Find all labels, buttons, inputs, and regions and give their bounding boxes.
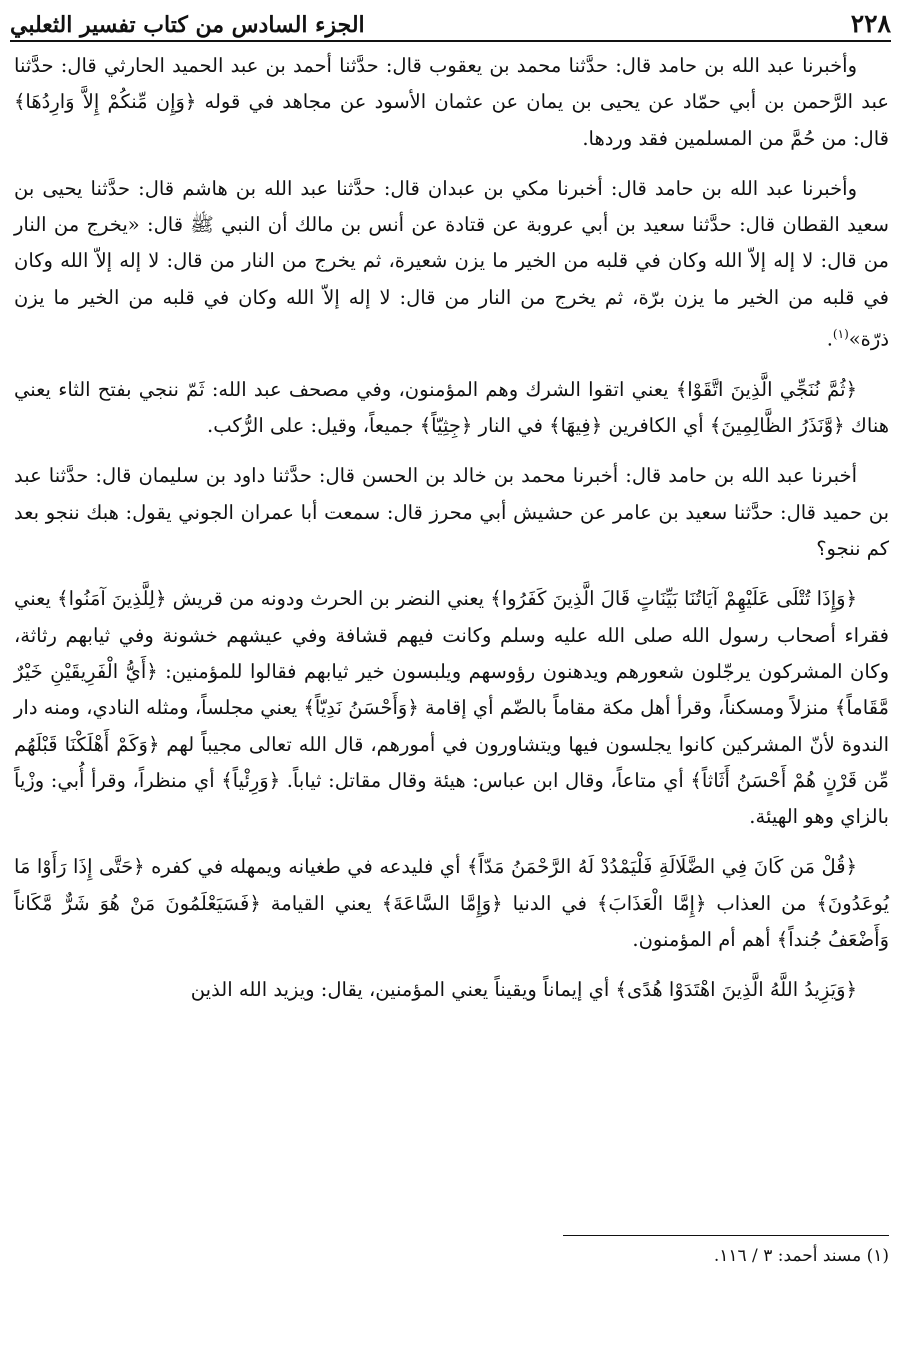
paragraph-2-text: وأخبرنا عبد الله بن حامد قال: أخبرنا مكي بن عبدان قال: حدَّثنا عبد الله بن هاشم قال: حدَّثنا يحيى بن سعيد القطان قال: حدَّثنا سعيد بن أبي عروبة عن قتادة عن أنس بن مالك أن النبي ﷺ قال: «يخرج من النار من قال: لا إله إلاّ الله وكان في قلبه من الخير ما يزن شعيرة، ثم يخرج من النار من قال: لا إله إلاّ الله وكان في قلبه من الخير ما يزن برّة، ثم يخرج من النار من قال: لا إله إلاّ الله وكان في قلبه من الخير ما يزن ذرّة»: [14, 176, 889, 351]
running-title: الجزء السادس من كتاب تفسير الثعلبي: [10, 12, 365, 38]
paragraph-3: ﴿ثُمَّ نُنَجِّي الَّذِينَ اتَّقَوْا﴾ يعني اتقوا الشرك وهم المؤمنون، وفي مصحف عبد الله: ثَمّ ننجي بفتح الثاء يعني هناك ﴿وَّنَذَرُ الظَّالِمِينَ﴾ أي الكافرين ﴿فِيهَا﴾ في النار ﴿جِثِيّاً﴾ جميعاً، وقيل: على الرُّكب.: [14, 377, 889, 438]
paragraph-6: ﴿قُلْ مَن كَانَ فِي الضَّلَالَةِ فَلْيَمْدُدْ لَهُ الرَّحْمَنُ مَدّاً﴾ أي فليدعه في طغيانه ويمهله في كفره ﴿حَتَّى إِذَا رَأَوْا مَا يُوعَدُونَ﴾ من العذاب ﴿إِمَّا الْعَذَابَ﴾ في الدنيا ﴿وَإِمَّا السَّاعَةَ﴾ يعني القيامة ﴿فَسَيَعْلَمُونَ مَنْ هُوَ شَرٌّ مَّكَاناً وَأَضْعَفُ جُنداً﴾ أهم أم المؤمنون.: [14, 855, 889, 952]
page-header: [10, 2, 891, 42]
paragraph-7: ﴿وَيَزِيدُ اللَّهُ الَّذِينَ اهْتَدَوْا هُدًى﴾ أي إيماناً ويقيناً يعني المؤمنين، يقال: ويزيد الله الذين: [190, 978, 857, 1002]
main-text: [14, 48, 889, 1023]
paragraph-1: وأخبرنا عبد الله بن حامد قال: حدَّثنا محمد بن يعقوب قال: حدَّثنا أحمد بن عبد الحميد الحارثي قال: حدَّثنا عبد الرَّحمن بن أبي حمّاد عن يحيى بن يمان عن عثمان الأسود عن مجاهد في قوله ﴿وَإِن مِّنكُمْ إِلاَّ وَارِدُهَا﴾ قال: من حُمَّ من المسلمين فقد وردها.: [14, 54, 889, 150]
footnote: (١) مسند أحمد: ٣ / ١١٦.: [713, 1246, 889, 1266]
paragraph-2: وأخبرنا عبد الله بن حامد قال: أخبرنا مكي بن عبدان قال: حدَّثنا عبد الله بن هاشم قال: حدَّثنا يحيى بن سعيد القطان قال: حدَّثنا سعيد بن أبي عروبة عن قتادة عن أنس بن مالك أن النبي ﷺ قال: «يخرج من النار من قال: لا إله إلاّ الله وكان في قلبه من الخير ما يزن شعيرة، ثم يخرج من النار من قال: لا إله إلاّ الله وكان في قلبه من الخير ما يزن برّة، ثم يخرج من النار من قال: لا إله إلاّ الله وكان في قلبه من الخير ما يزن ذرّة»$^{(١)}$.: [14, 176, 889, 351]
paragraph-4: أخبرنا عبد الله بن حامد قال: أخبرنا محمد بن خالد بن الحسن قال: حدَّثنا داود بن سليمان قال: حدَّثنا عبد بن حميد قال: حدَّثنا سعيد بن عامر عن حشيش أبي محرز قال: سمعت أبا عمران الجوني يقول: هبك ننجو بعد كم ننجو؟: [14, 464, 889, 561]
page-number: ٢٢٨: [850, 9, 891, 38]
footnote-separator: [563, 1235, 889, 1236]
paragraph-5: ﴿وَإِذَا تُتْلَى عَلَيْهِمْ آيَاتُنَا بَيِّنَاتٍ قَالَ الَّذِينَ كَفَرُوا﴾ يعني النضر بن الحرث ودونه من قريش ﴿لِلَّذِينَ آمَنُوا﴾ يعني فقراء أصحاب رسول الله صلى الله عليه وسلم وكانت فيهم قشافة وفي عيشهم خشونة وفي ثيابهم رثاثة، وكان المشركون يرجّلون شعورهم ويدهنون رؤوسهم ويلبسون خير ثيابهم فقالوا للمؤمنين: ﴿أَيُّ الْفَرِيقَيْنِ خَيْرٌ مَّقَاماً﴾ منزلاً ومسكناً، وقرأ أهل مكة مقاماً بالضّم أي إقامة ﴿وَأَحْسَنُ نَدِيّاً﴾ يعني مجلساً، ومثله النادي، ومنه دار الندوة لأنّ المشركين كانوا يجلسون فيها ويتشاورون في أمورهم، قال الله تعالى مجيباً لهم ﴿وَكَمْ أَهْلَكْنَا قَبْلَهُم مِّن قَرْنٍ هُمْ أَحْسَنُ أَثَاثاً﴾ أي متاعاً، وقال ابن عباس: هيئة وقال مقاتل: ثياباً. ﴿وَرِئْياً﴾ أي منظراً، وقرأ أُبي: وزْياً بالزاي وهو الهيئة.: [14, 587, 889, 829]
footnote-reference: (١): [832, 327, 849, 342]
